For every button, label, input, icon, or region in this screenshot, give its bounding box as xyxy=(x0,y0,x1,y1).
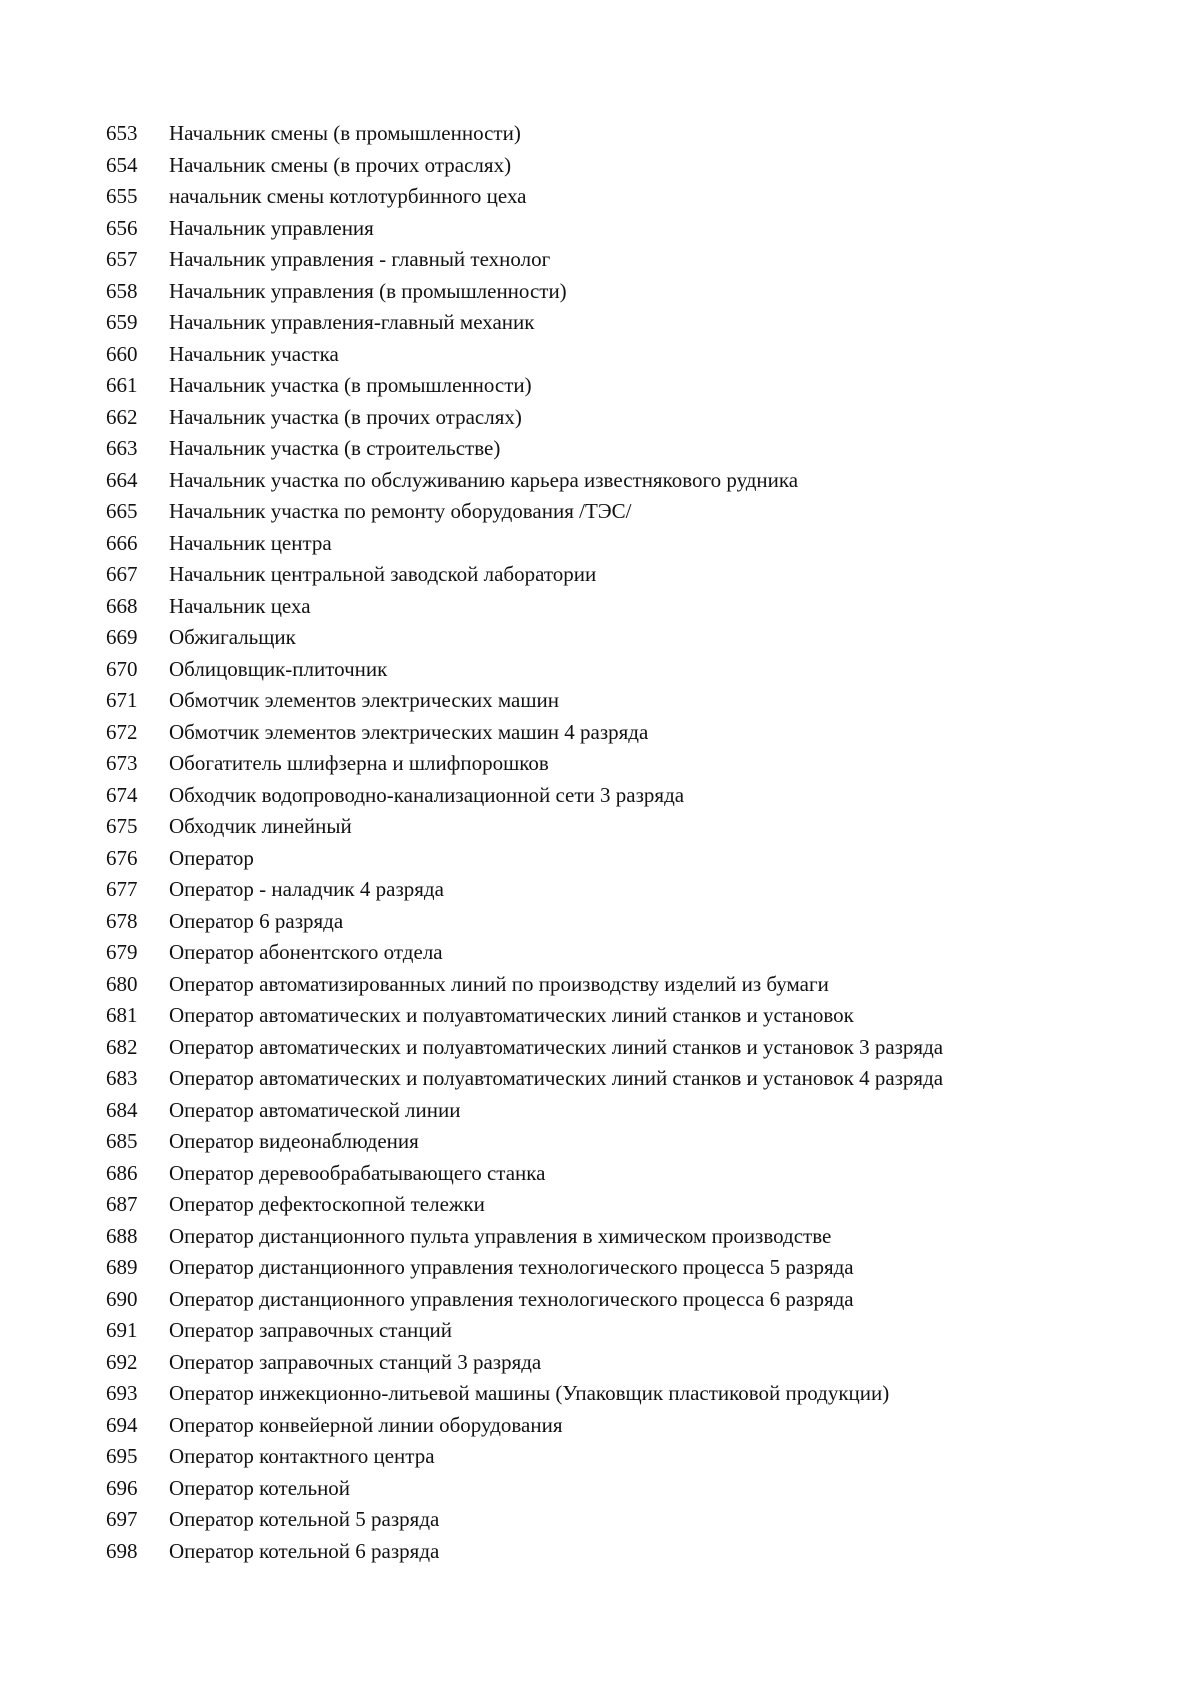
item-number: 656 xyxy=(106,215,138,240)
item-number: 692 xyxy=(106,1349,138,1374)
item-number: 666 xyxy=(106,530,138,555)
list-item xyxy=(106,1315,1106,1347)
list-item xyxy=(106,1000,1106,1032)
item-title: Облицовщик-плиточник xyxy=(169,656,388,681)
occupation-list xyxy=(106,118,1106,1567)
item-title: Начальник центра xyxy=(169,530,332,555)
item-title: Оператор видеонаблюдения xyxy=(169,1129,419,1153)
item-title: Оператор 6 разряда xyxy=(169,908,344,933)
item-number: 679 xyxy=(106,940,138,964)
list-item xyxy=(106,276,1106,308)
item-title: Начальник цеха xyxy=(169,593,311,618)
list-item xyxy=(106,339,1106,371)
item-title: Обогатитель шлифзерна и шлифпорошков xyxy=(169,751,549,775)
list-item xyxy=(106,1158,1106,1190)
item-title: Начальник центральной заводской лаборатории xyxy=(169,562,597,586)
item-title: Оператор деревообрабатывающего станка xyxy=(169,1160,546,1185)
item-title: Оператор автоматической линии xyxy=(169,1097,461,1122)
item-title: Оператор котельной xyxy=(169,1475,351,1500)
item-number: 671 xyxy=(106,688,138,712)
item-number: 670 xyxy=(106,656,138,681)
list-item xyxy=(106,843,1106,875)
list-item xyxy=(106,433,1106,465)
item-title: Оператор конвейерной линии оборудования xyxy=(169,1412,563,1437)
item-number: 682 xyxy=(106,1034,138,1059)
item-title: Оператор дефектоскопной тележки xyxy=(169,1192,485,1216)
item-title: Оператор котельной 6 разряда xyxy=(169,1538,440,1563)
list-item xyxy=(106,654,1106,686)
list-item xyxy=(106,1126,1106,1158)
item-number: 688 xyxy=(106,1223,138,1248)
item-number: 668 xyxy=(106,593,138,618)
item-title: Оператор заправочных станций 3 разряда xyxy=(169,1349,542,1374)
list-item xyxy=(106,496,1106,528)
item-number: 694 xyxy=(106,1412,138,1437)
list-item xyxy=(106,1252,1106,1284)
item-number: 675 xyxy=(106,814,138,838)
item-number: 673 xyxy=(106,751,138,775)
item-title: Оператор абонентского отдела xyxy=(169,940,443,964)
list-item xyxy=(106,906,1106,938)
list-item xyxy=(106,559,1106,591)
item-number: 681 xyxy=(106,1003,138,1027)
item-number: 686 xyxy=(106,1160,138,1185)
list-item xyxy=(106,213,1106,245)
item-number: 664 xyxy=(106,467,138,492)
item-number: 693 xyxy=(106,1381,138,1405)
item-number: 683 xyxy=(106,1066,138,1090)
item-number: 689 xyxy=(106,1255,138,1279)
item-title: Обмотчик элементов электрических машин xyxy=(169,688,559,712)
list-item xyxy=(106,1378,1106,1410)
item-number: 661 xyxy=(106,373,138,397)
list-item xyxy=(106,937,1106,969)
item-number: 687 xyxy=(106,1192,138,1216)
item-title: Обходчик линейный xyxy=(169,814,352,838)
item-title: Оператор - наладчик 4 разряда xyxy=(169,877,444,901)
item-number: 685 xyxy=(106,1129,138,1153)
list-item xyxy=(106,1284,1106,1316)
item-title: Оператор автоматических и полуавтоматических линий станков и установок 4 разряда xyxy=(169,1066,944,1090)
item-number: 659 xyxy=(106,310,138,334)
item-title: Начальник управления-главный механик xyxy=(169,310,535,334)
item-number: 662 xyxy=(106,404,138,429)
list-item xyxy=(106,685,1106,717)
item-title: Начальник управления - главный технолог xyxy=(169,247,551,271)
list-item xyxy=(106,244,1106,276)
item-number: 672 xyxy=(106,719,138,744)
item-title: Начальник участка по ремонту оборудования /ТЭС/ xyxy=(169,499,632,523)
item-title: начальник смены котлотурбинного цеха xyxy=(169,184,527,208)
list-item xyxy=(106,181,1106,213)
item-title: Оператор контактного центра xyxy=(169,1444,435,1468)
list-item xyxy=(106,370,1106,402)
item-title: Оператор автоматизированных линий по производству изделий из бумаги xyxy=(169,971,829,996)
item-title: Оператор дистанционного пульта управления в химическом производстве xyxy=(169,1223,832,1248)
list-item xyxy=(106,748,1106,780)
item-number: 680 xyxy=(106,971,138,996)
item-title: Начальник участка по обслуживанию карьера известнякового рудника xyxy=(169,467,799,492)
list-item xyxy=(106,874,1106,906)
list-item xyxy=(106,1441,1106,1473)
item-number: 667 xyxy=(106,562,138,586)
item-title: Начальник участка xyxy=(169,341,339,366)
list-item xyxy=(106,465,1106,497)
list-item xyxy=(106,780,1106,812)
item-number: 665 xyxy=(106,499,138,523)
item-title: Оператор дистанционного управления технологического процесса 6 разряда xyxy=(169,1286,854,1311)
list-item xyxy=(106,1221,1106,1253)
list-item xyxy=(106,1095,1106,1127)
list-item xyxy=(106,1410,1106,1442)
list-item xyxy=(106,969,1106,1001)
list-item xyxy=(106,528,1106,560)
item-number: 657 xyxy=(106,247,138,271)
item-title: Оператор автоматических и полуавтоматических линий станков и установок xyxy=(169,1003,854,1027)
item-number: 669 xyxy=(106,625,138,649)
list-item xyxy=(106,150,1106,182)
item-title: Начальник управления xyxy=(169,215,374,240)
item-title: Оператор заправочных станций xyxy=(169,1318,452,1342)
list-item xyxy=(106,1189,1106,1221)
item-number: 660 xyxy=(106,341,138,366)
item-title: Оператор котельной 5 разряда xyxy=(169,1507,440,1531)
item-number: 697 xyxy=(106,1507,138,1531)
item-title: Обжигальщик xyxy=(169,625,296,649)
item-number: 663 xyxy=(106,436,138,460)
list-item xyxy=(106,1473,1106,1505)
item-number: 691 xyxy=(106,1318,138,1342)
item-title: Начальник участка (в прочих отраслях) xyxy=(169,404,522,429)
item-title: Оператор автоматических и полуавтоматических линий станков и установок 3 разряда xyxy=(169,1034,944,1059)
item-number: 655 xyxy=(106,184,138,208)
item-title: Начальник смены (в прочих отраслях) xyxy=(169,152,512,177)
item-number: 684 xyxy=(106,1097,138,1122)
item-title: Начальник участка (в строительстве) xyxy=(169,436,501,460)
item-number: 653 xyxy=(106,121,138,145)
item-number: 676 xyxy=(106,845,138,870)
item-number: 690 xyxy=(106,1286,138,1311)
list-item xyxy=(106,622,1106,654)
list-item xyxy=(106,1063,1106,1095)
item-title: Обмотчик элементов электрических машин 4 разряда xyxy=(169,719,649,744)
list-item xyxy=(106,811,1106,843)
item-number: 678 xyxy=(106,908,138,933)
list-item xyxy=(106,1032,1106,1064)
item-title: Оператор дистанционного управления технологического процесса 5 разряда xyxy=(169,1255,854,1279)
item-number: 654 xyxy=(106,152,138,177)
list-item xyxy=(106,717,1106,749)
item-title: Обходчик водопроводно-канализационной сети 3 разряда xyxy=(169,782,685,807)
list-item xyxy=(106,307,1106,339)
list-item xyxy=(106,402,1106,434)
item-number: 674 xyxy=(106,782,138,807)
item-number: 698 xyxy=(106,1538,138,1563)
item-title: Начальник управления (в промышленности) xyxy=(169,278,567,303)
item-title: Оператор инжекционно-литьевой машины (Упаковщик пластиковой продукции) xyxy=(169,1381,890,1405)
item-title: Оператор xyxy=(169,845,254,870)
item-number: 695 xyxy=(106,1444,138,1468)
list-item xyxy=(106,118,1106,150)
item-number: 696 xyxy=(106,1475,138,1500)
list-item xyxy=(106,1347,1106,1379)
item-title: Начальник участка (в промышленности) xyxy=(169,373,532,397)
item-number: 677 xyxy=(106,877,138,901)
item-number: 658 xyxy=(106,278,138,303)
list-item xyxy=(106,1536,1106,1568)
item-title: Начальник смены (в промышленности) xyxy=(169,121,521,145)
list-item xyxy=(106,591,1106,623)
list-item xyxy=(106,1504,1106,1536)
